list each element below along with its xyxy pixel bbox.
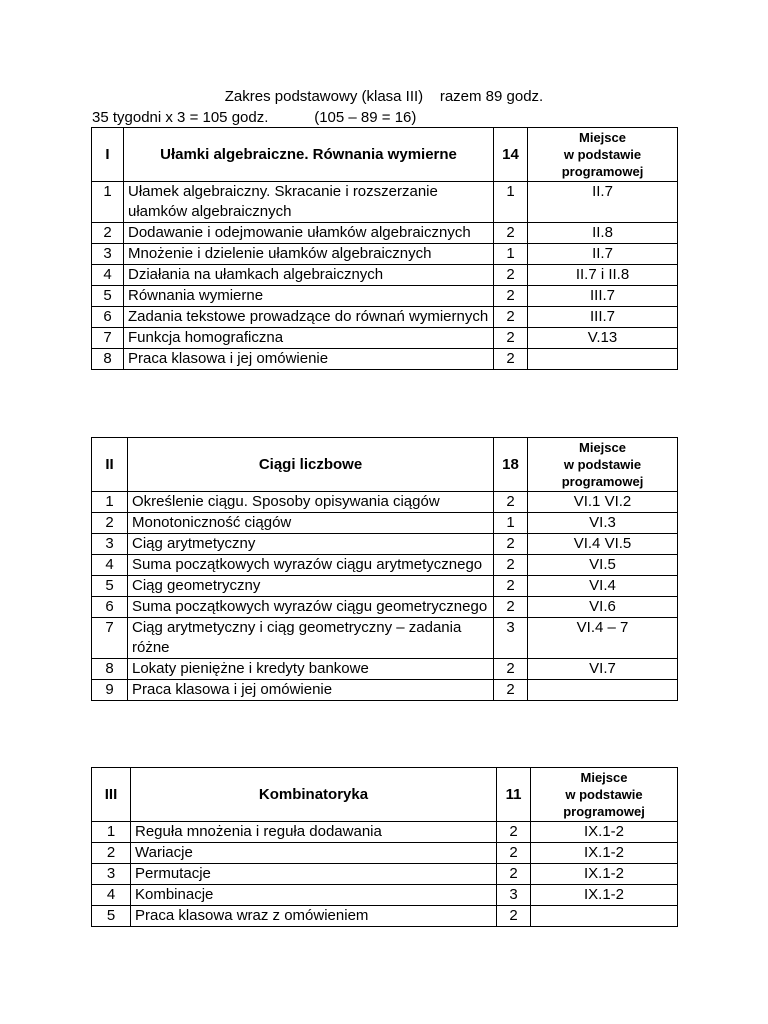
row-topic: Reguła mnożenia i reguła dodawania xyxy=(131,822,497,843)
row-hours: 2 xyxy=(494,349,528,370)
row-code: II.8 xyxy=(528,223,678,244)
row-number: 4 xyxy=(92,265,124,286)
row-topic: Suma początkowych wyrazów ciągu arytmetycznego xyxy=(128,555,494,576)
row-code: VI.5 xyxy=(528,555,678,576)
row-code xyxy=(528,680,678,701)
row-code: VI.4 xyxy=(528,576,678,597)
row-code: IX.1-2 xyxy=(531,843,678,864)
place-label-line-3: programowej xyxy=(561,474,644,489)
row-hours: 2 xyxy=(497,906,531,927)
section-table-2 xyxy=(91,437,678,701)
row-topic: Ciąg arytmetyczny i ciąg geometryczny – zadania różne xyxy=(128,618,494,659)
section-table-1 xyxy=(91,127,678,370)
row-topic: Równania wymierne xyxy=(124,286,494,307)
row-number: 3 xyxy=(92,864,131,885)
table-row xyxy=(92,555,678,576)
row-topic: Ciąg geometryczny xyxy=(128,576,494,597)
section-header-row xyxy=(92,768,678,822)
row-topic: Praca klasowa i jej omówienie xyxy=(124,349,494,370)
row-topic: Kombinacje xyxy=(131,885,497,906)
table-row xyxy=(92,286,678,307)
row-hours: 2 xyxy=(494,659,528,680)
row-hours: 2 xyxy=(494,576,528,597)
row-number: 3 xyxy=(92,534,128,555)
table-row xyxy=(92,223,678,244)
row-hours: 2 xyxy=(497,864,531,885)
row-topic: Zadania tekstowe prowadzące do równań wymiernych xyxy=(124,307,494,328)
section-title: Ciągi liczbowe xyxy=(128,438,494,492)
place-label-line-2: w podstawie xyxy=(565,787,643,802)
section-header-row xyxy=(92,438,678,492)
header-line-1: Zakres podstawowy (klasa III) razem 89 godz. xyxy=(224,88,544,105)
table-row xyxy=(92,597,678,618)
row-code: III.7 xyxy=(528,307,678,328)
row-number: 3 xyxy=(92,244,124,265)
row-number: 2 xyxy=(92,843,131,864)
row-number: 5 xyxy=(92,286,124,307)
table-row xyxy=(92,864,678,885)
row-number: 9 xyxy=(92,680,128,701)
row-topic: Praca klasowa i jej omówienie xyxy=(128,680,494,701)
row-number: 6 xyxy=(92,307,124,328)
row-code: VI.3 xyxy=(528,513,678,534)
table-row xyxy=(92,576,678,597)
row-code xyxy=(531,906,678,927)
section-number: II xyxy=(92,438,128,492)
row-number: 1 xyxy=(92,492,128,513)
row-hours: 2 xyxy=(494,534,528,555)
table-row xyxy=(92,534,678,555)
row-topic: Ciąg arytmetyczny xyxy=(128,534,494,555)
table-row xyxy=(92,349,678,370)
table-row xyxy=(92,307,678,328)
row-code xyxy=(528,349,678,370)
section-table-3 xyxy=(91,767,678,927)
row-hours: 2 xyxy=(494,286,528,307)
row-hours: 2 xyxy=(494,597,528,618)
row-code: IX.1-2 xyxy=(531,885,678,906)
row-number: 2 xyxy=(92,513,128,534)
row-topic: Określenie ciągu. Sposoby opisywania ciągów xyxy=(128,492,494,513)
table-row xyxy=(92,906,678,927)
place-header xyxy=(528,128,678,182)
place-label-line-3: programowej xyxy=(561,164,644,179)
row-number: 5 xyxy=(92,576,128,597)
row-number: 4 xyxy=(92,885,131,906)
row-topic: Praca klasowa wraz z omówieniem xyxy=(131,906,497,927)
row-hours: 3 xyxy=(497,885,531,906)
row-number: 8 xyxy=(92,659,128,680)
row-code: V.13 xyxy=(528,328,678,349)
row-code: II.7 i II.8 xyxy=(528,265,678,286)
row-hours: 2 xyxy=(494,555,528,576)
section-title: Kombinatoryka xyxy=(131,768,497,822)
section-hours: 14 xyxy=(494,128,528,182)
row-topic: Funkcja homograficzna xyxy=(124,328,494,349)
section-hours: 18 xyxy=(494,438,528,492)
row-hours: 2 xyxy=(494,307,528,328)
row-topic: Ułamek algebraiczny. Skracanie i rozszerzanie ułamków algebraicznych xyxy=(124,182,494,223)
place-label-line-1: Miejsce xyxy=(580,770,628,785)
table-row xyxy=(92,843,678,864)
row-hours: 2 xyxy=(494,223,528,244)
row-code: VI.6 xyxy=(528,597,678,618)
row-topic: Mnożenie i dzielenie ułamków algebraicznych xyxy=(124,244,494,265)
table-row xyxy=(92,618,678,659)
table-row xyxy=(92,513,678,534)
table-row xyxy=(92,265,678,286)
row-code: IX.1-2 xyxy=(531,822,678,843)
row-topic: Suma początkowych wyrazów ciągu geometrycznego xyxy=(128,597,494,618)
row-code: II.7 xyxy=(528,244,678,265)
row-code: IX.1-2 xyxy=(531,864,678,885)
row-hours: 2 xyxy=(497,843,531,864)
row-code: VI.7 xyxy=(528,659,678,680)
row-number: 1 xyxy=(92,822,131,843)
row-hours: 2 xyxy=(494,680,528,701)
place-label-line-3: programowej xyxy=(563,804,645,819)
row-number: 4 xyxy=(92,555,128,576)
row-code: II.7 xyxy=(528,182,678,223)
table-row xyxy=(92,659,678,680)
row-topic: Dodawanie i odejmowanie ułamków algebraicznych xyxy=(124,223,494,244)
place-label-line-2: w podstawie xyxy=(563,147,642,162)
section-title: Ułamki algebraiczne. Równania wymierne xyxy=(124,128,494,182)
row-hours: 2 xyxy=(494,328,528,349)
table-row xyxy=(92,822,678,843)
table-row xyxy=(92,492,678,513)
row-number: 8 xyxy=(92,349,124,370)
table-row xyxy=(92,680,678,701)
row-number: 1 xyxy=(92,182,124,223)
row-code: VI.4 – 7 xyxy=(528,618,678,659)
row-hours: 2 xyxy=(497,822,531,843)
place-label-line-1: Miejsce xyxy=(579,440,626,455)
section-hours: 11 xyxy=(497,768,531,822)
table-row xyxy=(92,885,678,906)
row-hours: 1 xyxy=(494,513,528,534)
row-code: III.7 xyxy=(528,286,678,307)
row-hours: 1 xyxy=(494,182,528,223)
header-line-2: 35 tygodni x 3 = 105 godz. (105 – 89 = 16) xyxy=(92,109,417,126)
row-topic: Lokaty pieniężne i kredyty bankowe xyxy=(128,659,494,680)
place-label-line-1: Miejsce xyxy=(579,130,626,145)
place-label-line-2: w podstawie xyxy=(563,457,642,472)
row-number: 6 xyxy=(92,597,128,618)
row-topic: Działania na ułamkach algebraicznych xyxy=(124,265,494,286)
row-hours: 1 xyxy=(494,244,528,265)
row-code: VI.4 VI.5 xyxy=(528,534,678,555)
place-header xyxy=(528,438,678,492)
table-row xyxy=(92,182,678,223)
row-hours: 2 xyxy=(494,265,528,286)
section-number: I xyxy=(92,128,124,182)
row-number: 5 xyxy=(92,906,131,927)
row-hours: 2 xyxy=(494,492,528,513)
section-header-row xyxy=(92,128,678,182)
row-hours: 3 xyxy=(494,618,528,659)
row-number: 2 xyxy=(92,223,124,244)
table-row xyxy=(92,328,678,349)
table-row xyxy=(92,244,678,265)
place-header xyxy=(531,768,678,822)
row-topic: Permutacje xyxy=(131,864,497,885)
row-number: 7 xyxy=(92,328,124,349)
row-topic: Wariacje xyxy=(131,843,497,864)
row-code: VI.1 VI.2 xyxy=(528,492,678,513)
row-topic: Monotoniczność ciągów xyxy=(128,513,494,534)
row-number: 7 xyxy=(92,618,128,659)
section-number: III xyxy=(92,768,131,822)
